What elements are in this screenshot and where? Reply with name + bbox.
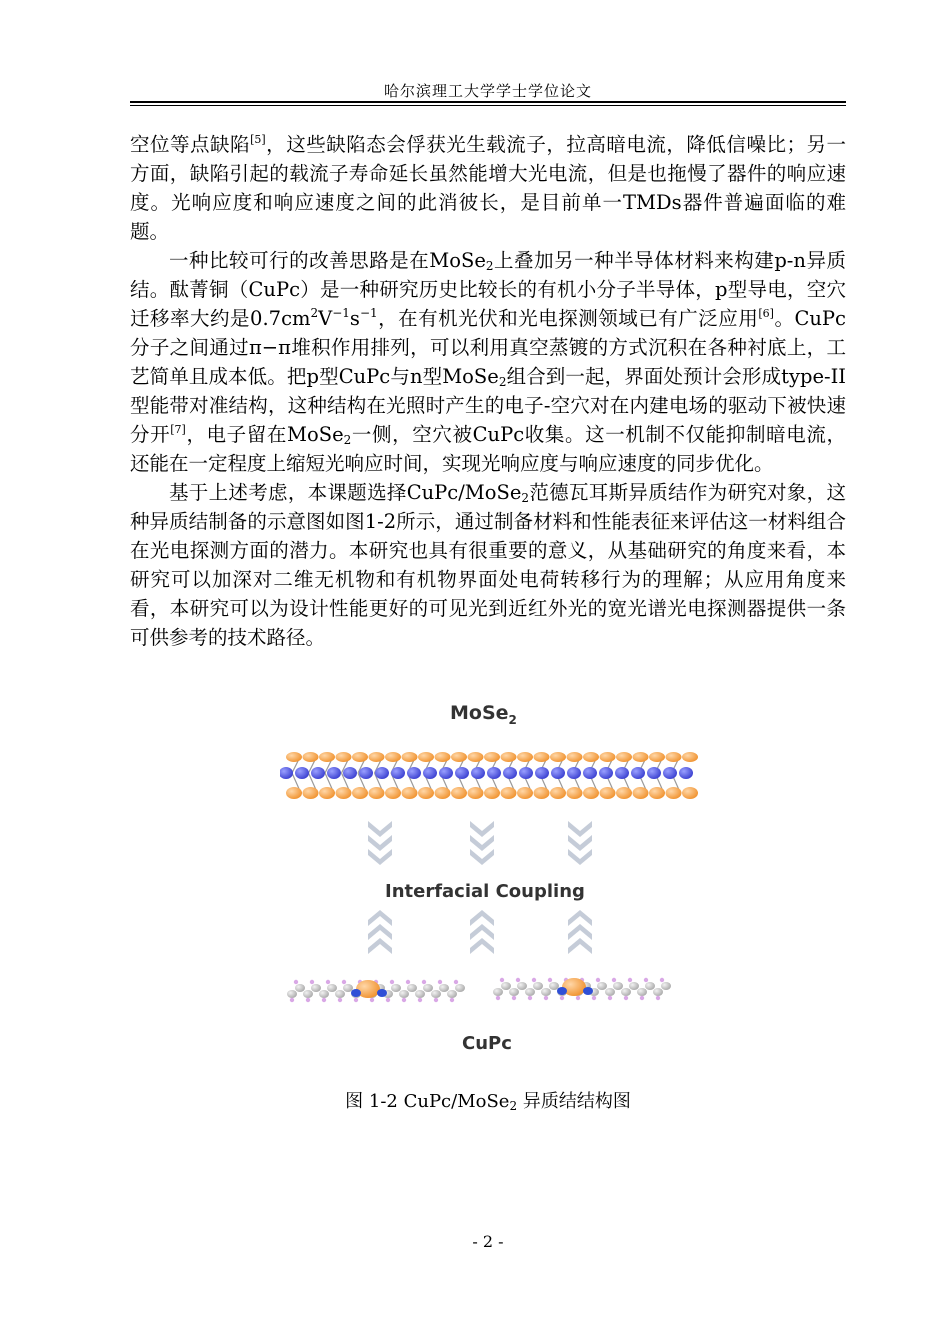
molybdenum-atom	[551, 767, 565, 779]
hydrogen-atom	[402, 998, 406, 1002]
carbon-atom	[509, 988, 519, 996]
molybdenum-atom	[503, 767, 517, 779]
downward-arrows	[368, 821, 592, 865]
chevron-down-icon	[368, 835, 392, 851]
subscript: 2	[509, 1099, 518, 1113]
molybdenum-atom	[583, 767, 597, 779]
selenium-atom	[633, 752, 649, 762]
carbon-atom	[343, 984, 353, 992]
superscript: 2	[310, 306, 319, 320]
selenium-atom	[303, 787, 319, 799]
hydrogen-atom	[434, 998, 438, 1002]
paragraph-3	[130, 478, 846, 652]
selenium-atom	[369, 787, 385, 799]
text-run: ，电子留在MoSe	[185, 423, 344, 446]
carbon-atom	[493, 988, 503, 996]
hydrogen-atom	[390, 980, 394, 984]
cupc-label: CuPc	[462, 1033, 512, 1054]
selenium-atom	[550, 787, 566, 799]
page-number: - 2 -	[472, 1232, 504, 1251]
hydrogen-atom	[342, 980, 346, 984]
selenium-atom	[352, 752, 368, 762]
carbon-atom	[287, 990, 297, 998]
carbon-atom	[501, 982, 511, 990]
chevron-up-icon	[368, 910, 392, 926]
caption-text: 图 1-2 CuPc/MoSe	[345, 1091, 510, 1112]
selenium-atom	[600, 752, 616, 762]
selenium-atom	[402, 752, 418, 762]
molybdenum-atom	[455, 767, 469, 779]
hydrogen-atom	[422, 980, 426, 984]
paragraph-1	[130, 130, 846, 246]
hydrogen-atom	[640, 996, 644, 1000]
selenium-atom	[319, 752, 335, 762]
text-run: 空位等点缺陷	[130, 133, 251, 156]
molybdenum-atom	[280, 767, 293, 779]
carbon-atom	[661, 982, 671, 990]
hydrogen-atom	[386, 998, 390, 1002]
hydrogen-atom	[438, 980, 442, 984]
hydrogen-atom	[322, 998, 326, 1002]
chevron-up-icon	[470, 910, 494, 926]
hydrogen-atom	[660, 978, 664, 982]
text-run: 。CuPc分子之间通过π−π堆积作用排列，可以利用真空蒸镀的方式沉积在各种衬底上，工艺简单且成本低。把p型CuPc与n型MoSe	[130, 307, 846, 388]
selenium-atom	[583, 752, 599, 762]
hydrogen-atom	[548, 978, 552, 982]
molybdenum-atom	[599, 767, 613, 779]
molybdenum-atom	[631, 767, 645, 779]
selenium-atom	[435, 787, 451, 799]
carbon-atom	[621, 988, 631, 996]
selenium-atom	[567, 752, 583, 762]
selenium-atom	[468, 787, 484, 799]
selenium-atom	[649, 752, 665, 762]
hydrogen-atom	[532, 978, 536, 982]
carbon-atom	[455, 984, 465, 992]
carbon-atom	[629, 982, 639, 990]
chevron-up-icon	[568, 938, 592, 954]
carbon-atom	[439, 984, 449, 992]
superscript: −1	[332, 306, 350, 320]
chevron-down-icon	[470, 849, 494, 865]
selenium-atom	[666, 787, 682, 799]
carbon-atom	[549, 982, 559, 990]
hydrogen-atom	[596, 978, 600, 982]
selenium-atom	[484, 787, 500, 799]
header-rule-thin	[130, 105, 846, 106]
text-run: ，这些缺陷态会俘获光生载流子，拉高暗电流，降低信噪比；另一方面，缺陷引起的载流子寿命延长虽然能增大光电流，但是也拖慢了器件的响应速度。光响应度和响应速度之间的此消彼长，是目前单一TMDs器件普遍面临的难题。	[130, 133, 846, 243]
superscript: −1	[359, 306, 378, 320]
heterojunction-figure	[280, 695, 700, 1065]
selenium-atom	[352, 787, 368, 799]
chevron-up-icon	[568, 924, 592, 940]
hydrogen-atom	[512, 996, 516, 1000]
selenium-atom	[583, 787, 599, 799]
selenium-atom	[385, 752, 401, 762]
molybdenum-atom	[391, 767, 405, 779]
selenium-atom	[534, 752, 550, 762]
carbon-atom	[407, 984, 417, 992]
mose2-layer	[280, 752, 698, 799]
subscript: 2	[343, 433, 352, 447]
selenium-atom	[451, 787, 467, 799]
molybdenum-atom	[407, 767, 421, 779]
molybdenum-atom	[663, 767, 677, 779]
chevron-up-icon	[470, 938, 494, 954]
selenium-atom	[402, 787, 418, 799]
selenium-atom	[336, 787, 352, 799]
selenium-atom	[616, 752, 632, 762]
hydrogen-atom	[290, 998, 294, 1002]
selenium-atom	[666, 752, 682, 762]
citation[interactable]: [7]	[170, 423, 186, 436]
body-text	[130, 130, 846, 652]
molybdenum-atom	[311, 767, 325, 779]
molybdenum-atom	[327, 767, 341, 779]
hydrogen-atom	[516, 978, 520, 982]
hydrogen-atom	[528, 996, 532, 1000]
chevron-down-icon	[368, 849, 392, 865]
carbon-atom	[525, 988, 535, 996]
heterojunction-schematic	[280, 695, 700, 1065]
selenium-atom	[501, 752, 517, 762]
selenium-atom	[319, 787, 335, 799]
hydrogen-atom	[560, 996, 564, 1000]
selenium-atom	[616, 787, 632, 799]
selenium-atom	[484, 752, 500, 762]
text-run: 范德瓦耳斯异质结作为研究对象，这种异质结制备的示意图如图1-2所示，通过制备材料和性能表征来评估这一材料组合在光电探测方面的潜力。本研究也具有很重要的意义，从基础研究的角度来看，本研究可以加深对二维无机物和有机物界面处电荷转移行为的理解；从应用角度来看，本研究可以为设计性能更好的可见光到近红外光的宽光谱光电探测器提供一条可供参考的技术路径。	[130, 481, 846, 649]
selenium-atom	[418, 752, 434, 762]
carbon-atom	[391, 984, 401, 992]
molybdenum-atom	[375, 767, 389, 779]
carbon-atom	[637, 988, 647, 996]
molybdenum-atom	[487, 767, 501, 779]
chevron-down-icon	[368, 821, 392, 837]
hydrogen-atom	[354, 998, 358, 1002]
selenium-atom	[286, 787, 302, 799]
hydrogen-atom	[628, 978, 632, 982]
selenium-atom	[682, 752, 698, 762]
hydrogen-atom	[544, 996, 548, 1000]
carbon-atom	[653, 988, 663, 996]
chevron-down-icon	[470, 835, 494, 851]
molybdenum-atom	[647, 767, 661, 779]
hydrogen-atom	[338, 998, 342, 1002]
carbon-atom	[431, 990, 441, 998]
carbon-atom	[541, 988, 551, 996]
hydrogen-atom	[294, 980, 298, 984]
text-run: 组合到一起，界面处预计会形成type-II型能带对准结构，这种结构在光照时产生的电子-空穴对在内建电场的驱动下被快速分开	[130, 365, 846, 446]
hydrogen-atom	[500, 978, 504, 982]
nitrogen-atom	[583, 987, 593, 995]
molybdenum-atom	[679, 767, 693, 779]
chevron-down-icon	[470, 821, 494, 837]
hydrogen-atom	[326, 980, 330, 984]
text-run: 一侧，空穴被CuPc收集。这一机制不仅能抑制暗电流，还能在一定程度上缩短光响应时间，实现光响应度与响应速度的同步优化。	[130, 423, 846, 475]
text-run: 上叠加另一种半导体材料来构建p-n异质结。酞菁铜（CuPc）是一种研究历史比较长的有机小分子半导体，p型导电，空穴迁移率大约是0.7cm	[130, 249, 846, 330]
upward-arrows	[368, 910, 592, 954]
subscript: 2	[498, 375, 507, 389]
text-run: V	[318, 307, 333, 330]
text-run: ，在有机光伏和光电探测领域已有广泛应用	[377, 307, 759, 330]
selenium-atom	[385, 787, 401, 799]
hydrogen-atom	[310, 980, 314, 984]
carbon-atom	[645, 982, 655, 990]
text-run: 一种比较可行的改善思路是在MoSe	[169, 249, 486, 272]
selenium-atom	[336, 752, 352, 762]
selenium-atom	[303, 752, 319, 762]
hydrogen-atom	[624, 996, 628, 1000]
selenium-atom	[418, 787, 434, 799]
selenium-atom	[682, 787, 698, 799]
chevron-down-icon	[568, 835, 592, 851]
figure-caption	[130, 1087, 846, 1113]
selenium-atom	[517, 787, 533, 799]
carbon-atom	[295, 984, 305, 992]
chevron-up-icon	[368, 924, 392, 940]
chevron-down-icon	[568, 821, 592, 837]
caption-text: 异质结结构图	[517, 1091, 631, 1112]
citation[interactable]: [6]	[758, 307, 774, 320]
hydrogen-atom	[406, 980, 410, 984]
selenium-atom	[451, 752, 467, 762]
chevron-down-icon	[568, 849, 592, 865]
carbon-atom	[423, 984, 433, 992]
chevron-up-icon	[568, 910, 592, 926]
carbon-atom	[533, 982, 543, 990]
cupc-layer	[287, 978, 671, 1002]
carbon-atom	[613, 982, 623, 990]
molybdenum-atom	[519, 767, 533, 779]
mose2-label: MoSe$_2$	[450, 702, 517, 727]
subscript: 2	[485, 259, 494, 273]
selenium-atom	[468, 752, 484, 762]
page-header: 哈尔滨理工大学学士学位论文	[383, 82, 592, 100]
header-rule-thick	[130, 101, 846, 103]
selenium-atom	[435, 752, 451, 762]
molybdenum-atom	[439, 767, 453, 779]
hydrogen-atom	[450, 998, 454, 1002]
molybdenum-atom	[567, 767, 581, 779]
selenium-atom	[501, 787, 517, 799]
molybdenum-atom	[295, 767, 309, 779]
selenium-atom	[550, 752, 566, 762]
carbon-atom	[335, 990, 345, 998]
carbon-atom	[303, 990, 313, 998]
hydrogen-atom	[644, 978, 648, 982]
hydrogen-atom	[496, 996, 500, 1000]
carbon-atom	[399, 990, 409, 998]
paragraph-2	[130, 246, 846, 478]
selenium-atom	[369, 752, 385, 762]
nitrogen-atom	[377, 989, 387, 997]
text-run: s	[349, 307, 360, 330]
citation[interactable]: [5]	[250, 133, 266, 146]
selenium-atom	[567, 787, 583, 799]
nitrogen-atom	[557, 987, 567, 995]
hydrogen-atom	[656, 996, 660, 1000]
subscript: 2	[521, 491, 530, 505]
chevron-up-icon	[470, 924, 494, 940]
carbon-atom	[517, 982, 527, 990]
hydrogen-atom	[576, 996, 580, 1000]
carbon-atom	[327, 984, 337, 992]
selenium-atom	[517, 752, 533, 762]
hydrogen-atom	[418, 998, 422, 1002]
interfacial-coupling-label: Interfacial Coupling	[385, 881, 585, 902]
carbon-atom	[605, 988, 615, 996]
hydrogen-atom	[306, 998, 310, 1002]
selenium-atom	[600, 787, 616, 799]
carbon-atom	[311, 984, 321, 992]
selenium-atom	[534, 787, 550, 799]
hydrogen-atom	[370, 998, 374, 1002]
molybdenum-atom	[615, 767, 629, 779]
selenium-atom	[649, 787, 665, 799]
molybdenum-atom	[359, 767, 373, 779]
hydrogen-atom	[612, 978, 616, 982]
carbon-atom	[415, 990, 425, 998]
selenium-atom	[633, 787, 649, 799]
hydrogen-atom	[454, 980, 458, 984]
carbon-atom	[597, 982, 607, 990]
hydrogen-atom	[592, 996, 596, 1000]
carbon-atom	[447, 990, 457, 998]
text-run: 基于上述考虑，本课题选择CuPc/MoSe	[169, 481, 522, 504]
nitrogen-atom	[351, 989, 361, 997]
molybdenum-atom	[423, 767, 437, 779]
carbon-atom	[319, 990, 329, 998]
molybdenum-atom	[535, 767, 549, 779]
chevron-up-icon	[368, 938, 392, 954]
selenium-atom	[286, 752, 302, 762]
molybdenum-atom	[471, 767, 485, 779]
molybdenum-atom	[343, 767, 357, 779]
hydrogen-atom	[608, 996, 612, 1000]
